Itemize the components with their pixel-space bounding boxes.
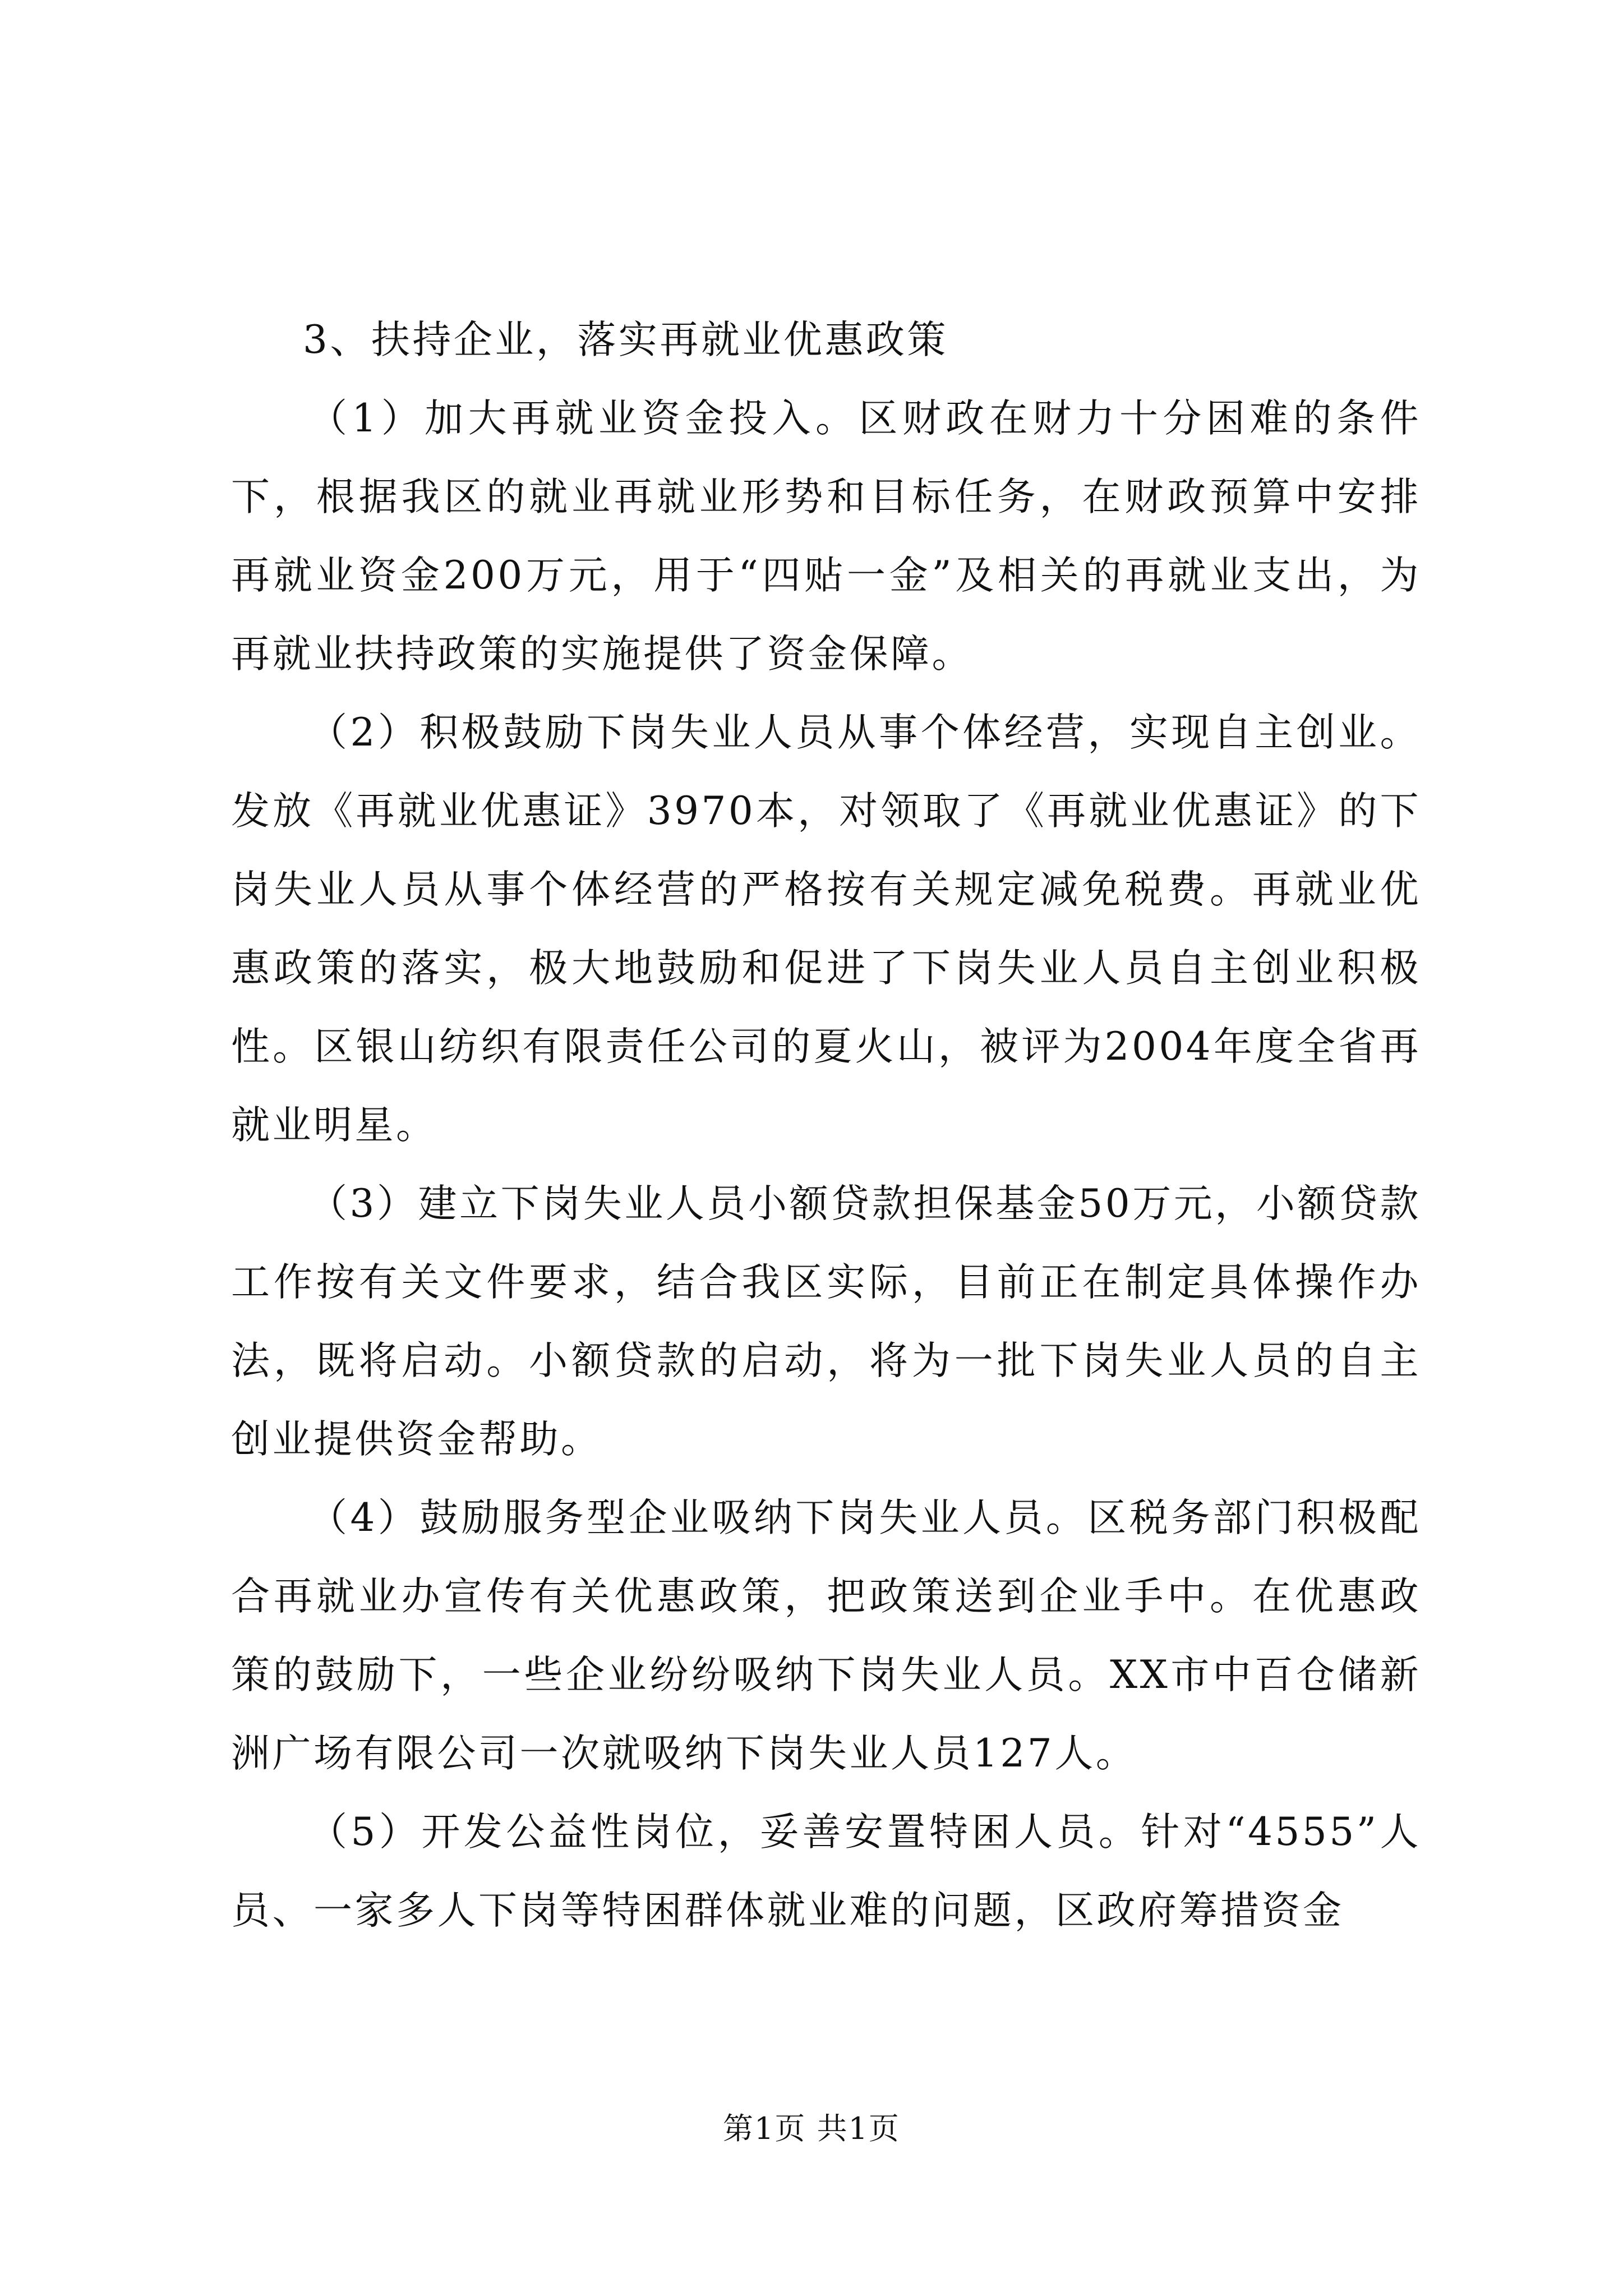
paragraph-2: （2）积极鼓励下岗失业人员从事个体经营，实现自主创业。发放《再就业优惠证》3970本，对领取了《再就业优惠证》的下岗失业人员从事个体经营的严格按有关规定减免税费。再就业优惠政策的落实，极大地鼓励和促进了下岗失业人员自主创业积极性。区银山纺织有限责任公司的夏火山，被评为2004年度全省再就业明星。 bbox=[231, 710, 1421, 1148]
paragraph-4: （4）鼓励服务型企业吸纳下岗失业人员。区税务部门积极配合再就业办宣传有关优惠政策，把政策送到企业手中。在优惠政策的鼓励下，一些企业纷纷吸纳下岗失业人员。XX市中百仓储新洲广场有限公司一次就吸纳下岗失业人员127人。 bbox=[231, 1496, 1421, 1776]
document-body bbox=[231, 301, 1421, 1950]
section-heading: 3、扶持企业，落实再就业优惠政策 bbox=[303, 318, 948, 362]
paragraph-1: （1）加大再就业资金投入。区财政在财力十分困难的条件下，根据我区的就业再就业形势和目标任务，在财政预算中安排再就业资金200万元，用于“四贴一金”及相关的再就业支出，为再就业扶持政策的实施提供了资金保障。 bbox=[231, 396, 1421, 677]
paragraph-3: （3）建立下岗失业人员小额贷款担保基金50万元，小额贷款工作按有关文件要求，结合我区实际，目前正在制定具体操作办法，既将启动。小额贷款的启动，将为一批下岗失业人员的自主创业提供资金帮助。 bbox=[231, 1181, 1421, 1462]
page-footer: 第1页 共1页 bbox=[723, 2111, 900, 2146]
paragraph-5: （5）开发公益性岗位，妥善安置特困人员。针对“4555”人员、一家多人下岗等特困群体就业难的问题，区政府筹措资金 bbox=[231, 1810, 1421, 1933]
